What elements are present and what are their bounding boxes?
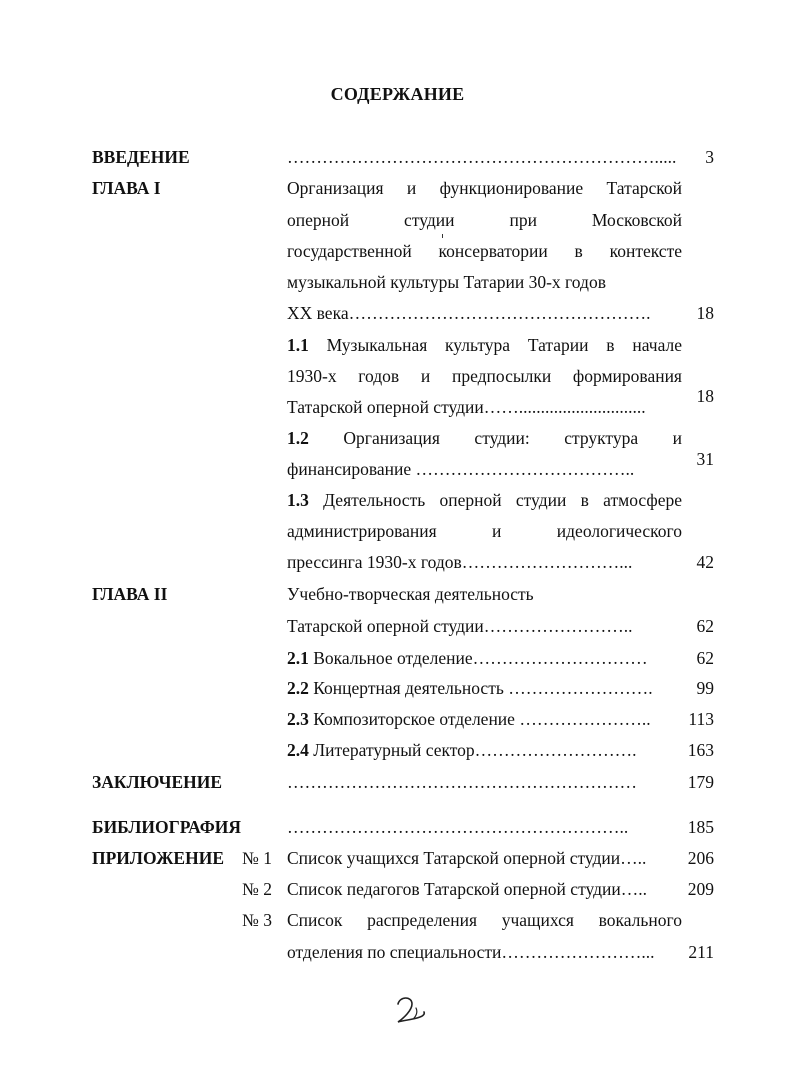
appendix-3-num: № 3 bbox=[242, 910, 272, 930]
section-2-2-page: 99 bbox=[696, 678, 714, 698]
appendix-1-page: 206 bbox=[687, 848, 714, 868]
appendix-2-page: 209 bbox=[687, 879, 714, 899]
chapter2-page: 62 bbox=[696, 616, 714, 636]
chapter1-label[interactable]: ГЛАВА I bbox=[92, 178, 161, 198]
appendix-2-text[interactable]: Список педагогов Татарской оперной студии….. bbox=[287, 879, 648, 899]
section-1-1-num: 1.1 bbox=[287, 335, 309, 355]
section-1-1-page: 18 bbox=[696, 386, 714, 406]
section-1-1-line[interactable]: 1.1 Музыкальная культура Татарии в начале bbox=[287, 335, 682, 355]
scan-speck bbox=[442, 234, 443, 238]
appendix-3-page: 211 bbox=[688, 942, 714, 962]
section-1-2-last: финансирование ……………………………….. bbox=[287, 459, 635, 479]
chapter1-title-line: оперной студии при Московской bbox=[287, 210, 682, 230]
chapter2-title-last: Татарской оперной студии…………………….. bbox=[287, 616, 633, 636]
section-1-1-last: Татарской оперной студии……............................. bbox=[287, 397, 646, 417]
page-title: СОДЕРЖАНИЕ bbox=[330, 84, 465, 104]
section-1-2-page: 31 bbox=[696, 449, 714, 469]
intro-page: 3 bbox=[705, 147, 714, 167]
section-1-3-num: 1.3 bbox=[287, 490, 309, 510]
conclusion-dots: …………………………………………………… bbox=[287, 772, 637, 792]
conclusion-page: 179 bbox=[687, 772, 714, 792]
section-2-1-line[interactable]: 2.1 Вокальное отделение………………………… bbox=[287, 648, 648, 668]
appendix-3-last: отделения по специальности……………………... bbox=[287, 942, 655, 962]
appendix-1-num: № 1 bbox=[242, 848, 272, 868]
section-1-3-page: 42 bbox=[696, 552, 714, 572]
section-2-1-num: 2.1 bbox=[287, 648, 309, 668]
conclusion-label[interactable]: ЗАКЛЮЧЕНИЕ bbox=[92, 772, 223, 792]
bibliography-page: 185 bbox=[687, 817, 714, 837]
section-2-1-page: 62 bbox=[696, 648, 714, 668]
appendix-2-num: № 2 bbox=[242, 879, 272, 899]
section-1-3-line: администрирования и идеологического bbox=[287, 521, 682, 541]
section-1-2-line[interactable]: 1.2 Организация студии: структура и bbox=[287, 428, 682, 448]
chapter2-title-line: Учебно-творческая деятельность bbox=[287, 584, 534, 604]
section-1-2-num: 1.2 bbox=[287, 428, 309, 448]
chapter1-title-line: Организация и функционирование Татарской bbox=[287, 178, 682, 198]
bibliography-dots: ………………………………………………….. bbox=[287, 817, 629, 837]
chapter1-title-line: государственной консерватории в контексте bbox=[287, 241, 682, 261]
chapter1-title-line: музыкальной культуры Татарии 30-х годов bbox=[287, 272, 606, 292]
section-2-2-num: 2.2 bbox=[287, 678, 309, 698]
section-2-3-line[interactable]: 2.3 Композиторское отделение ………………….. bbox=[287, 709, 651, 729]
section-2-2-line[interactable]: 2.2 Концертная деятельность ……………………. bbox=[287, 678, 653, 698]
section-1-3-last: прессинга 1930-х годов………………………... bbox=[287, 552, 633, 572]
bibliography-label[interactable]: БИБЛИОГРАФИЯ bbox=[92, 817, 241, 837]
handwritten-page-mark bbox=[390, 990, 430, 1030]
appendix-label[interactable]: ПРИЛОЖЕНИЕ bbox=[92, 848, 225, 868]
intro-dots: ………………………………………………………..... bbox=[287, 147, 677, 167]
section-2-4-page: 163 bbox=[687, 740, 714, 760]
appendix-1-text[interactable]: Список учащихся Татарской оперной студии….. bbox=[287, 848, 647, 868]
appendix-3-line[interactable]: Список распределения учащихся вокального bbox=[287, 910, 682, 930]
chapter1-title-last: XX века……………………………………………. bbox=[287, 303, 651, 323]
intro-label[interactable]: ВВЕДЕНИЕ bbox=[92, 147, 190, 167]
section-2-4-num: 2.4 bbox=[287, 740, 309, 760]
section-1-1-line: 1930-х годов и предпосылки формирования bbox=[287, 366, 682, 386]
section-2-3-page: 113 bbox=[688, 709, 714, 729]
section-1-3-line[interactable]: 1.3 Деятельность оперной студии в атмосфере bbox=[287, 490, 682, 510]
section-2-3-num: 2.3 bbox=[287, 709, 309, 729]
chapter2-label[interactable]: ГЛАВА II bbox=[92, 584, 168, 604]
chapter1-page: 18 bbox=[696, 303, 714, 323]
section-2-4-line[interactable]: 2.4 Литературный сектор………………………. bbox=[287, 740, 637, 760]
